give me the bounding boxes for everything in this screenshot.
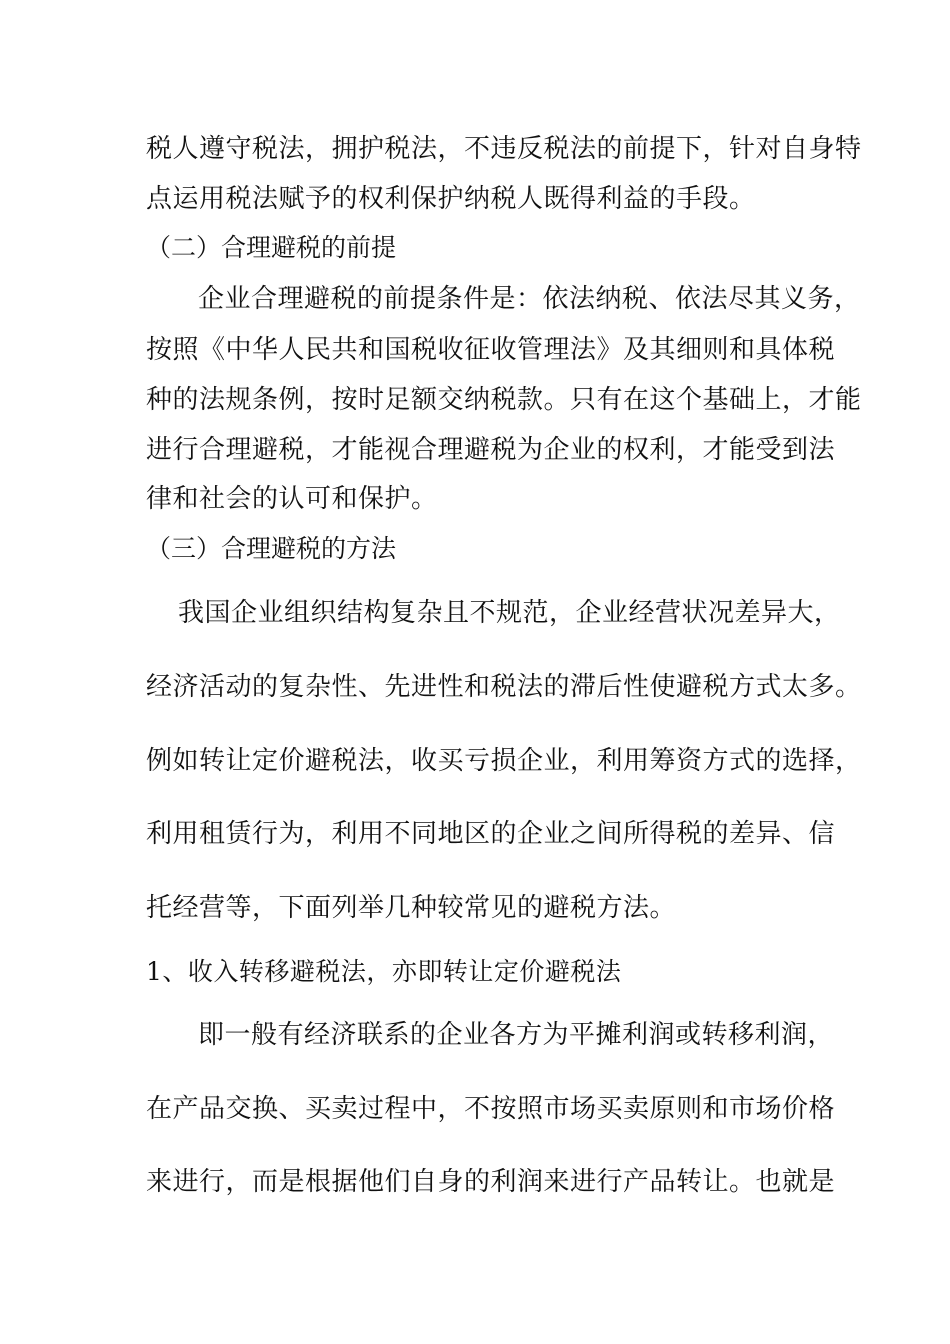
paragraph-line: 我国企业组织结构复杂且不规范，企业经营状况差异大， xyxy=(178,598,841,628)
paragraph-line: 经济活动的复杂性、先进性和税法的滞后性使避税方式太多。 xyxy=(146,672,862,702)
paragraph-line: 例如转让定价避税法，收买亏损企业，利用筹资方式的选择， xyxy=(146,746,862,776)
paragraph-line: 进行合理避税，才能视合理避税为企业的权利，才能受到法 xyxy=(146,435,836,465)
section-heading: （三）合理避税的方法 xyxy=(146,534,397,563)
paragraph-line: 在产品交换、买卖过程中，不按照市场买卖原则和市场价格 xyxy=(146,1094,836,1124)
paragraph-line: 即一般有经济联系的企业各方为平摊利润或转移利润， xyxy=(198,1020,835,1050)
paragraph-line: 律和社会的认可和保护。 xyxy=(146,484,438,514)
section-heading: （二）合理避税的前提 xyxy=(146,233,397,262)
paragraph-line: 种的法规条例，按时足额交纳税款。只有在这个基础上，才能 xyxy=(146,385,862,415)
paragraph-line: 点运用税法赋予的权利保护纳税人既得利益的手段。 xyxy=(146,184,756,214)
paragraph-line: 税人遵守税法，拥护税法，不违反税法的前提下，针对自身特 xyxy=(146,134,862,164)
paragraph-line: 来进行，而是根据他们自身的利润来进行产品转让。也就是 xyxy=(146,1167,836,1197)
paragraph-line: 托经营等，下面列举几种较常见的避税方法。 xyxy=(146,893,677,923)
numbered-subheading: 1、收入转移避税法，亦即转让定价避税法 xyxy=(146,957,622,986)
paragraph-line: 按照《中华人民共和国税收征收管理法》及其细则和具体税 xyxy=(146,335,836,365)
paragraph-line: 利用租赁行为，利用不同地区的企业之间所得税的差异、信 xyxy=(146,819,836,849)
paragraph-line: 企业合理避税的前提条件是：依法纳税、依法尽其义务， xyxy=(198,284,861,314)
